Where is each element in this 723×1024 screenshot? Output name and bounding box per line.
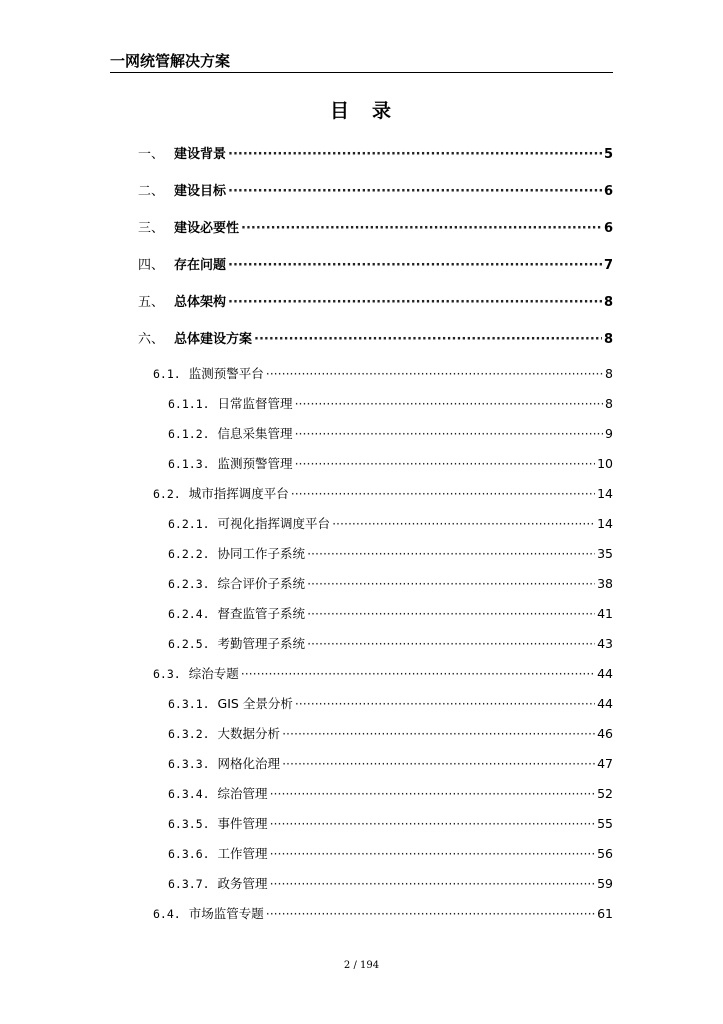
toc-entry[interactable] [168, 454, 613, 474]
toc-leader-dots [307, 546, 595, 561]
toc-entry-number: 五、 [138, 295, 165, 310]
toc-title: 目 录 [329, 100, 393, 122]
toc-entry-page: 8 [605, 396, 613, 411]
toc-leader-dots [254, 332, 602, 347]
toc-entry-number: 一、 [138, 147, 165, 162]
toc-entry[interactable] [168, 574, 613, 594]
toc-entry-label: 存在问题 [174, 258, 227, 273]
toc-entry-page: 44 [597, 666, 613, 681]
toc-entry-page: 41 [597, 606, 613, 621]
toc-entry[interactable] [168, 844, 613, 864]
toc-leader-dots [307, 636, 595, 651]
toc-leader-dots [270, 786, 596, 801]
toc-entry-page: 43 [597, 636, 613, 651]
toc-entry-page: 9 [605, 426, 613, 441]
toc-entry[interactable] [168, 604, 613, 624]
toc-entry-page: 38 [597, 576, 613, 591]
toc-entry-label: 信息采集管理 [217, 426, 293, 441]
toc-leader-dots [266, 366, 603, 381]
toc-leader-dots [295, 456, 596, 471]
toc-entry-page: 8 [603, 332, 613, 347]
toc-entry-label: 综治管理 [217, 786, 268, 801]
toc-entry-number: 三、 [138, 221, 165, 236]
running-header [110, 50, 613, 73]
toc-entry[interactable] [168, 784, 613, 804]
toc-entry-number: 6.2.1. [168, 517, 210, 531]
toc-entry-number: 6.1.3. [168, 457, 210, 471]
toc-entry-label: 事件管理 [217, 816, 268, 831]
toc-leader-dots [228, 147, 602, 162]
toc-entry-number: 6.3.4. [168, 787, 210, 801]
toc-entry-number: 6.3.2. [168, 727, 210, 741]
toc-entry-page: 8 [605, 366, 613, 381]
toc-entry-label: 协同工作子系统 [217, 546, 306, 561]
toc-entry-number: 6.3.6. [168, 847, 210, 861]
toc-entry-page: 55 [597, 816, 613, 831]
toc-entry-label: GIS 全景分析 [217, 696, 293, 711]
toc-leader-dots [270, 846, 596, 861]
toc-entry-label: 市场监管专题 [188, 906, 264, 921]
toc-entry-page: 35 [597, 546, 613, 561]
toc-entry-label: 综合评价子系统 [217, 576, 306, 591]
toc-entry[interactable] [153, 364, 613, 384]
toc-entry-page: 8 [603, 295, 613, 310]
toc-entry-label: 监测预警管理 [217, 456, 293, 471]
toc-leader-dots [266, 906, 595, 921]
toc-entry-label: 建设必要性 [174, 221, 240, 236]
toc-entry[interactable] [168, 754, 613, 774]
toc-entry[interactable] [138, 180, 613, 200]
toc-leader-dots [295, 396, 603, 411]
toc-entry-number: 6.4. [153, 907, 181, 921]
toc-entry-page: 44 [597, 696, 613, 711]
toc-entry[interactable] [138, 217, 613, 237]
toc-entry-label: 总体架构 [174, 295, 227, 310]
toc-entry-page: 56 [597, 846, 613, 861]
toc-leader-dots [295, 696, 595, 711]
toc-entry[interactable] [168, 694, 613, 714]
toc-entry-page: 61 [597, 906, 613, 921]
toc-leader-dots [307, 576, 595, 591]
toc-entry-label: 建设目标 [174, 184, 227, 199]
toc-entry[interactable] [138, 143, 613, 163]
toc-leader-dots [270, 876, 596, 891]
toc-entry[interactable] [168, 814, 613, 834]
toc-entry-number: 二、 [138, 184, 165, 199]
toc-entry-page: 14 [597, 516, 613, 531]
toc-entry-number: 四、 [138, 258, 165, 273]
toc-entry-page: 10 [597, 456, 613, 471]
toc-entry-page: 59 [597, 876, 613, 891]
toc-entry[interactable] [138, 328, 613, 348]
toc-entry-number: 6.2. [153, 487, 181, 501]
toc-entry-page: 6 [603, 184, 613, 199]
toc-leader-dots [228, 295, 602, 310]
toc-entry-page: 7 [603, 258, 613, 273]
toc-entry-label: 网格化治理 [217, 756, 281, 771]
page-number-footer: 2 / 194 [343, 960, 380, 971]
toc-entry-label: 大数据分析 [217, 726, 281, 741]
toc-entry-label: 考勤管理子系统 [217, 636, 306, 651]
toc-entry-page: 47 [597, 756, 613, 771]
toc-entry-number: 6.2.4. [168, 607, 210, 621]
toc-leader-dots [282, 726, 595, 741]
toc-leader-dots [332, 516, 595, 531]
toc-entry-number: 6.3.1. [168, 697, 210, 711]
toc-leader-dots [241, 221, 602, 236]
toc-entry[interactable] [168, 394, 613, 414]
toc-entry-label: 政务管理 [217, 876, 268, 891]
toc-leader-dots [228, 184, 602, 199]
toc-entry[interactable] [153, 904, 613, 924]
toc-entry-number: 6.3.5. [168, 817, 210, 831]
toc-entry[interactable] [168, 634, 613, 654]
toc-entry-page: 14 [597, 486, 613, 501]
toc-entry[interactable] [168, 874, 613, 894]
toc-entry[interactable] [168, 514, 613, 534]
toc-entry-number: 6.3.3. [168, 757, 210, 771]
document-title: 一网统管解决方案 [110, 52, 231, 70]
toc-entry-number: 六、 [138, 332, 165, 347]
toc-entry-number: 6.2.5. [168, 637, 210, 651]
toc-entry-number: 6.3.7. [168, 877, 210, 891]
toc-entry-number: 6.2.3. [168, 577, 210, 591]
toc-entry[interactable] [153, 664, 613, 684]
toc-entry[interactable] [138, 291, 613, 311]
toc-entry-number: 6.1.1. [168, 397, 210, 411]
toc-leader-dots [295, 426, 603, 441]
toc-entry-label: 日常监督管理 [217, 396, 293, 411]
toc-entry[interactable] [168, 544, 613, 564]
toc-entry-page: 6 [603, 221, 613, 236]
toc-entry-label: 总体建设方案 [174, 332, 253, 347]
toc-entry-number: 6.1.2. [168, 427, 210, 441]
toc-entry-page: 5 [603, 147, 613, 162]
toc-entry[interactable] [138, 254, 613, 274]
toc-entry-page: 46 [597, 726, 613, 741]
toc-entry-label: 督查监管子系统 [217, 606, 306, 621]
toc-entry-number: 6.3. [153, 667, 181, 681]
toc-leader-dots [228, 258, 602, 273]
toc-entry[interactable] [153, 484, 613, 504]
toc-leader-dots [282, 756, 595, 771]
toc-entry-number: 6.2.2. [168, 547, 210, 561]
toc-entry-label: 建设背景 [174, 147, 227, 162]
toc-entry-label: 可视化指挥调度平台 [217, 516, 331, 531]
toc-entry[interactable] [168, 424, 613, 444]
toc-leader-dots [291, 486, 595, 501]
toc-entry-label: 城市指挥调度平台 [188, 486, 289, 501]
toc-entry-page: 52 [597, 786, 613, 801]
toc-entry-label: 工作管理 [217, 846, 268, 861]
toc-leader-dots [270, 816, 596, 831]
toc-entry-label: 监测预警平台 [188, 366, 264, 381]
toc-leader-dots [241, 666, 595, 681]
toc-leader-dots [307, 606, 595, 621]
toc-entry-number: 6.1. [153, 367, 181, 381]
toc-entry-label: 综治专题 [188, 666, 239, 681]
toc-entry[interactable] [168, 724, 613, 744]
